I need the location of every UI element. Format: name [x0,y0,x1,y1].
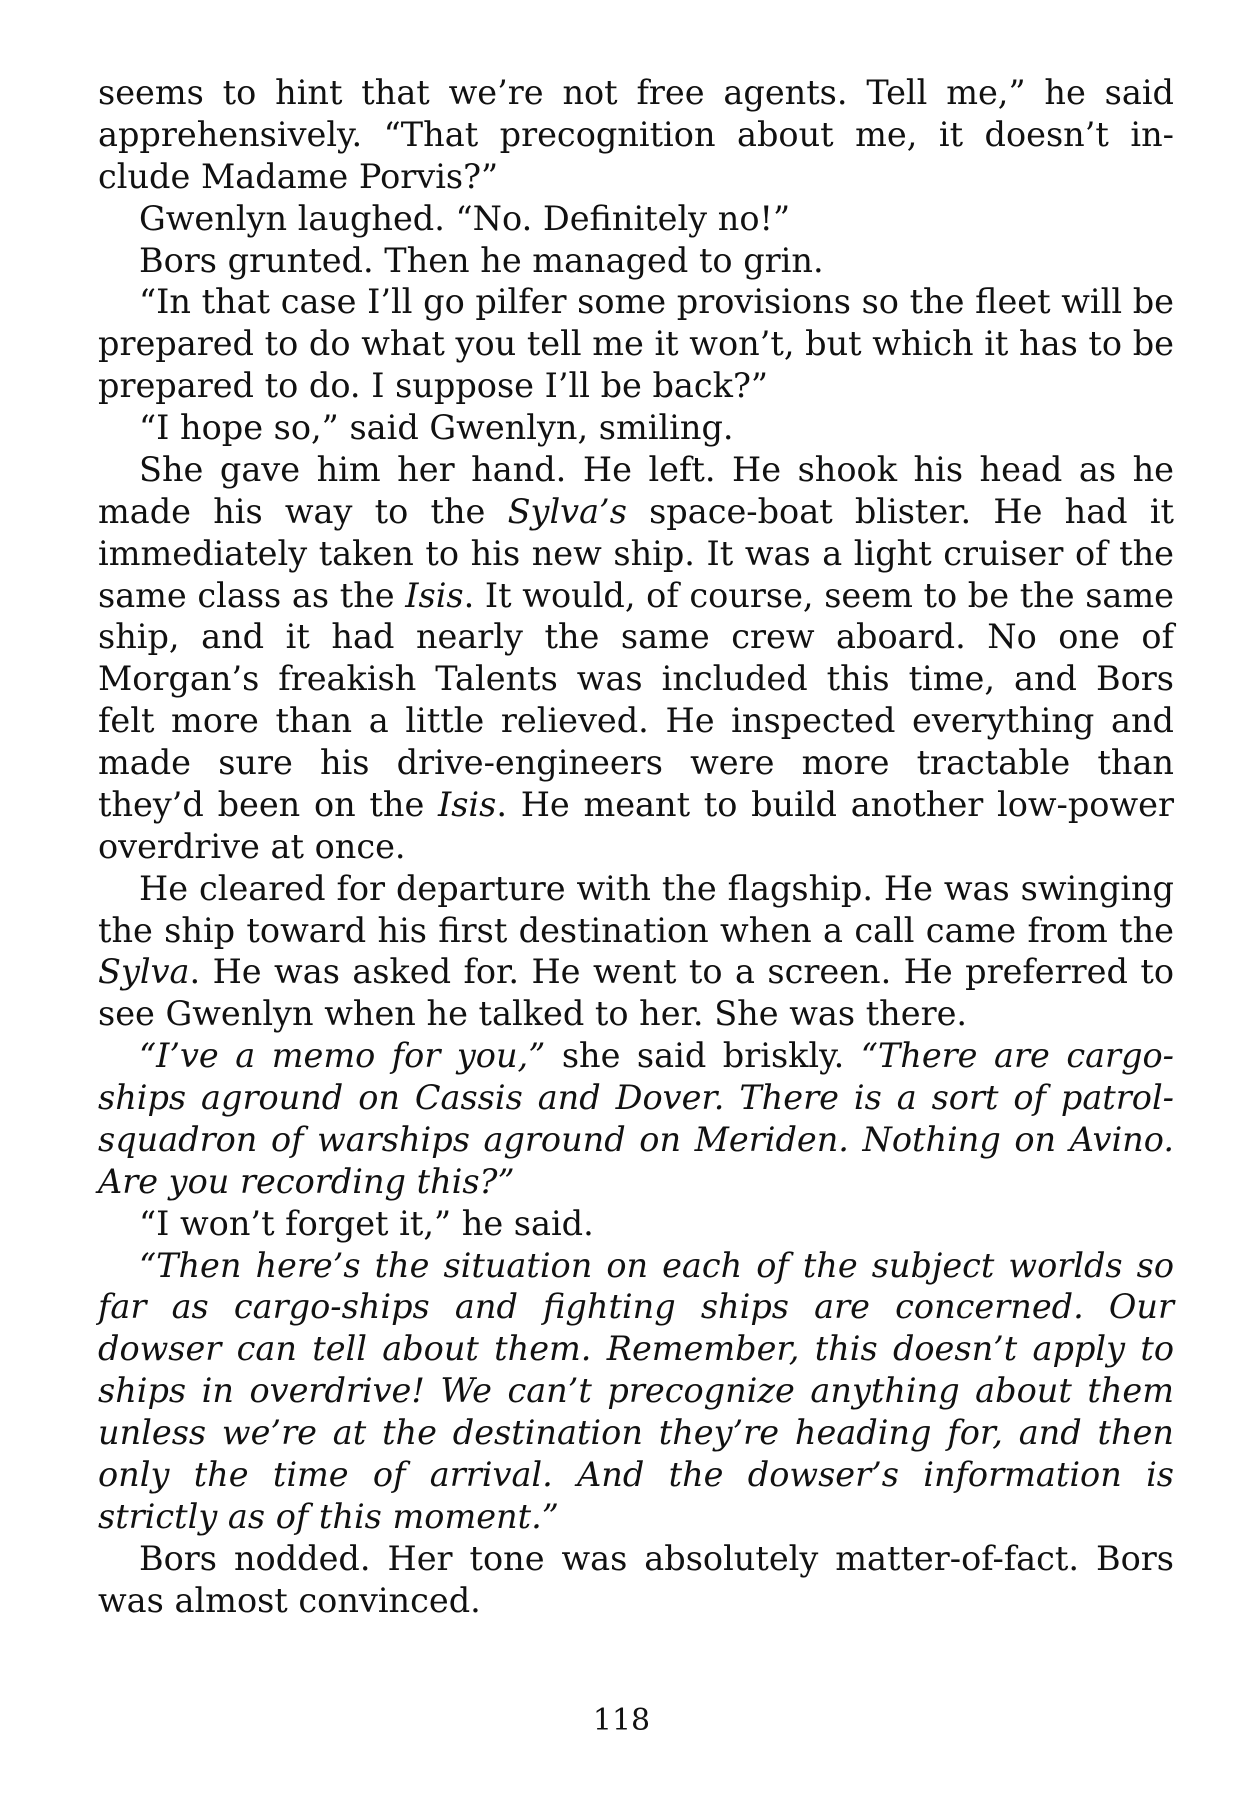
text-run: She gave him her hand. He left. He shook his head as he made his way to the [98,449,1174,531]
italic-text-run: “I’ve a memo for you,” [139,1036,546,1076]
text-run: . He meant to build another low-power overdrive at once. [98,784,1174,866]
text-run: . It would, of course, seem to be the same ship, and it had nearly the same crew aboard. No one of Morgan’s freakish Talents was included this time, and Bors felt more than a little relieved. He inspected everything and made sure his drive-engineers were more tractable than they’d been on the [98,575,1174,824]
paragraph [98,868,1174,1036]
page-number: 118 [592,1703,651,1738]
paragraph [98,1035,1174,1203]
text-run: Gwenlyn laughed. “No. Definitely no!” [139,198,791,238]
paragraph [98,449,1174,868]
paragraph [98,240,1174,282]
text-run: space-boat blister. He had it immediately taken to his new ship. It was a light cruiser of the same class as the [98,491,1174,615]
text-run: “I won’t forget it,” he said. [139,1203,594,1243]
paragraph [98,72,1174,198]
paragraph [98,1245,1174,1538]
book-page-body [98,72,1174,1621]
italic-text-run: “Then here’s the situation on each of the subject worlds so far as cargo-ships and fighting ships are concerned. Our dowser can tell about them. Remember, this doesn’t apply to ships in overdrive! We can’t precognize anything about them unless we’re at the destination they’re heading for, and then only the time of arrival. And the dowser’s information is strictly as of this moment.” [98,1245,1174,1536]
text-run: she said briskly. [545,1036,861,1076]
paragraph [98,1203,1174,1245]
italic-text-run: Isis [438,784,497,824]
italic-text-run: “There are cargo-ships aground on Cassis and Dover. There is a sort of patrol-squadron of warships aground on Meriden. Nothing on Avino. Are you recording this?” [98,1036,1174,1201]
italic-text-run: Isis [405,575,464,615]
text-run: “In that case I’ll go pilfer some provisions so the fleet will be prepared to do what you tell me it won’t, but which it has to be prepared to do. I suppose I’ll be back?” [98,282,1174,406]
italic-text-run: Sylva [98,952,190,992]
text-run: “I hope so,” said Gwenlyn, smiling. [139,408,734,447]
text-run: seems to hint that we’re not free agents. Tell me,” he said apprehensively. “That precognition about me, it doesn’t include Madame Porvis?” [98,73,1174,196]
paragraph [98,281,1174,407]
paragraph [98,407,1174,449]
italic-text-run: Sylva’s [507,491,627,531]
text-run: Bors grunted. Then he managed to grin. [139,240,824,280]
paragraph [98,1538,1174,1622]
paragraph [98,198,1174,240]
text-run: He cleared for departure with the flagship. He was swinging the ship toward his first destination when a call came from the [98,868,1174,950]
text-run: Bors nodded. Her tone was absolutely matter-of-fact. Bors was almost convinced. [98,1538,1174,1620]
text-run: . He was asked for. He went to a screen. He preferred to see Gwenlyn when he talked to her. She was there. [98,952,1174,1034]
